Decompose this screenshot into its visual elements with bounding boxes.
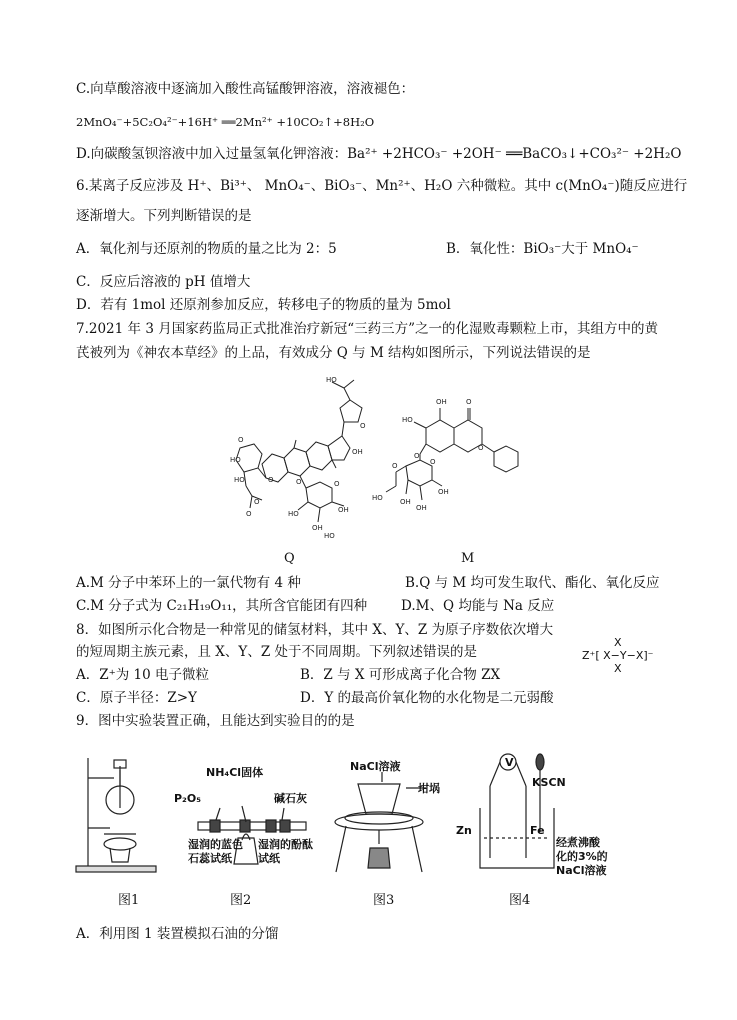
q7-stem-line2: 芪被列为《神农本草经》的上品，有效成分 Q 与 M 结构如图所示，下列说法错误的是: [76, 345, 591, 361]
q6-option-a: A．氧化剂与还原剂的物质的量之比为 2：5: [76, 241, 337, 257]
svg-text:HO: HO: [324, 532, 335, 540]
svg-text:OH: OH: [416, 504, 427, 512]
q6-option-b: B．氧化性：BiO₃⁻大于 MnO₄⁻: [446, 241, 639, 257]
fig4-solution-label1: 经煮沸酸: [556, 836, 600, 849]
molecule-m-label: M: [461, 551, 475, 566]
svg-text:OH: OH: [352, 448, 363, 456]
q8-option-d: D．Y 的最高价氧化物的水化物是二元弱酸: [300, 690, 554, 706]
svg-text:HO: HO: [372, 494, 383, 502]
q7-option-a: A.M 分子中苯环上的一氯代物有 4 种: [76, 575, 301, 591]
q6-option-c: C．反应后溶液的 pH 值增大: [76, 274, 251, 290]
svg-text:OH: OH: [312, 524, 323, 532]
q7-option-c: C.M 分子式为 C₂₁H₁₉O₁₁，其所含官能团有四种: [76, 598, 368, 614]
q6-option-d: D．若有 1mol 还原剂参加反应，转移电子的物质的量为 5mol: [76, 297, 451, 313]
fig4-kscn-label: KSCN: [532, 776, 566, 789]
svg-text:OH: OH: [400, 498, 411, 506]
svg-text:OH: OH: [338, 506, 349, 514]
svg-text:HO: HO: [230, 456, 241, 464]
q5-option-c-equation: 2MnO₄⁻+5C₂O₄²⁻+16H⁺ ══2Mn²⁺ +10CO₂↑+8H₂O: [76, 115, 375, 129]
ion-top-x: X: [613, 636, 622, 649]
molecule-m-structure: [370, 388, 530, 518]
q9-option-a: A．利用图 1 装置模拟石油的分馏: [76, 926, 279, 942]
q6-stem-line1: 6.某离子反应涉及 H⁺、Bi³⁺、 MnO₄⁻、BiO₃⁻、Mn²⁺、H₂O 六种微粒。其中 c(MnO₄⁻)随反应进行: [76, 178, 688, 194]
svg-text:O: O: [246, 510, 252, 518]
svg-text:HO: HO: [234, 476, 245, 484]
fig4-voltmeter-label: V: [505, 756, 514, 769]
fig2-p2o5-label: P₂O₅: [174, 792, 202, 805]
ion-structure: [582, 636, 653, 675]
q8-stem-line2: 的短周期主族元素，且 X、Y、Z 处于不同周期。下列叙述错误的是: [76, 644, 477, 660]
fig1-label: 图1: [118, 893, 140, 908]
fig4-solution-label3: NaCl溶液: [556, 864, 607, 877]
q6-stem-line2: 逐渐增大。下列判断错误的是: [76, 208, 252, 224]
q8-option-b: B．Z 与 X 可形成离子化合物 ZX: [300, 667, 501, 683]
fig4-fe-label: Fe: [530, 824, 545, 837]
q7-option-d: D.M、Q 均能与 Na 反应: [401, 598, 555, 614]
svg-text:O: O: [268, 476, 274, 484]
svg-text:O: O: [238, 436, 244, 444]
fig4-label: 图4: [509, 893, 531, 908]
fig2-phenolphthalein-label2: 试纸: [258, 852, 280, 865]
svg-text:O: O: [334, 480, 340, 488]
svg-text:HO: HO: [288, 510, 299, 518]
fig3-label: 图3: [373, 893, 395, 908]
svg-text:O: O: [254, 498, 260, 506]
svg-text:O: O: [430, 458, 436, 466]
fig2-phenolphthalein-label: 湿润的酚酞: [258, 838, 313, 851]
fig2-label: 图2: [230, 893, 252, 908]
fig2-blue-litmus-label: 湿润的蓝色: [188, 838, 243, 851]
ion-bottom-x: X: [613, 662, 622, 675]
molecule-q-structure: [232, 370, 382, 540]
q5-option-d: D.向碳酸氢钡溶液中加入过量氢氧化钾溶液：Ba²⁺ +2HCO₃⁻ +2OH⁻ ══BaCO₃↓+CO₃²⁻ +2H₂O: [76, 146, 682, 162]
fig3-nacl-label: NaCl溶液: [350, 760, 401, 773]
ion-middle: Z⁺[ X−Y−X]⁻: [582, 649, 654, 662]
svg-text:HO: HO: [402, 416, 413, 424]
fig2-nh4cl-label: NH₄Cl固体: [206, 766, 264, 779]
q8-option-a: A．Z⁺为 10 电子微粒: [76, 667, 210, 683]
q7-option-b: B.Q 与 M 均可发生取代、酯化、氧化反应: [405, 575, 660, 591]
svg-text:OH: OH: [438, 488, 449, 496]
fig3-crucible-label: 坩埚: [418, 782, 440, 795]
fig4-solution-label2: 化的3%的: [556, 850, 608, 863]
apparatus-figures: [70, 748, 630, 908]
molecule-q-label: Q: [284, 551, 295, 566]
svg-text:HO: HO: [326, 376, 337, 384]
q8-stem-line1: 8．如图所示化合物是一种常见的储氢材料，其中 X、Y、Z 为原子序数依次增大: [76, 622, 554, 638]
svg-text:OH: OH: [436, 398, 447, 406]
q7-stem-line1: 7.2021 年 3 月国家药监局正式批准治疗新冠“三药三方”之一的化湿败毒颗粒上市，其组方中的黄: [76, 321, 659, 337]
svg-text:O: O: [360, 422, 366, 430]
fig2-blue-litmus-label2: 石蕊试纸: [188, 852, 232, 865]
fig4-zn-label: Zn: [456, 824, 472, 837]
fig2-soda-lime-label: 碱石灰: [274, 792, 307, 805]
svg-text:O: O: [466, 398, 472, 406]
q5-option-c: C.向草酸溶液中逐滴加入酸性高锰酸钾溶液，溶液褪色：: [76, 81, 415, 97]
svg-text:O: O: [478, 444, 484, 452]
svg-text:O: O: [392, 462, 398, 470]
svg-text:O: O: [414, 452, 420, 460]
q8-option-c: C．原子半径：Z>Y: [76, 690, 197, 706]
q9-stem: 9．图中实验装置正确，且能达到实验目的的是: [76, 713, 355, 729]
svg-text:O: O: [296, 478, 302, 486]
